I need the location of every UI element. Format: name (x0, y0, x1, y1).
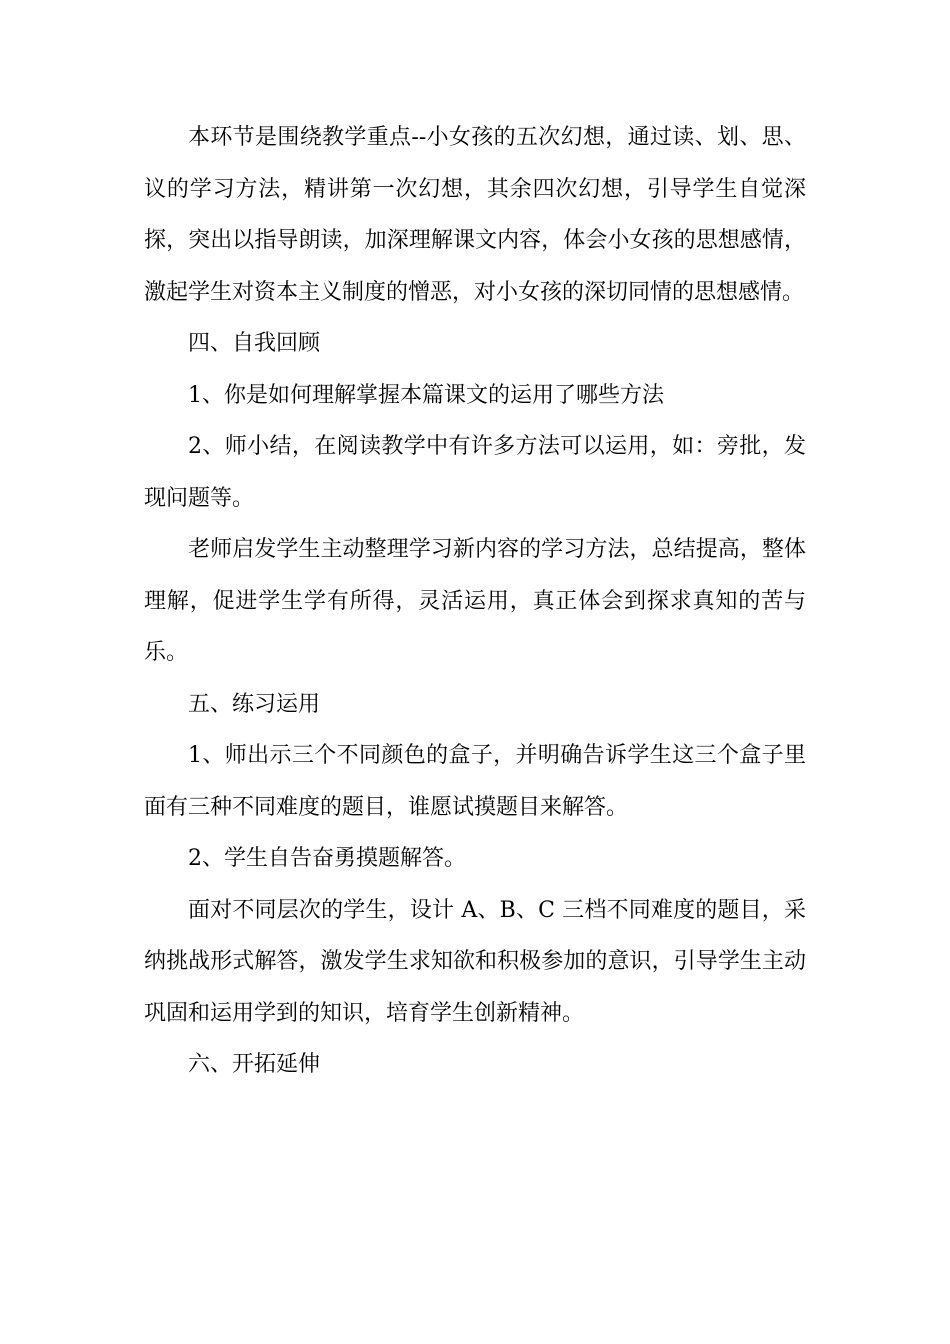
paragraph-practice-boxes: 1、师出示三个不同颜色的盒子，并明确告诉学生这三个盒子里面有三种不同难度的题目，谁愿试摸题目来解答。 (144, 743, 806, 820)
document-body (144, 112, 806, 1091)
paragraph-activity-summary: 本环节是围绕教学重点--小女孩的五次幻想，通过读、划、思、议的学习方法，精讲第一次幻想，其余四次幻想，引导学生自觉深探，突出以指导朗读，加深理解课文内容，体会小女孩的思想感情，激起学生对资本主义制度的憎恶，对小女孩的深切同情的思想感情。 (144, 125, 806, 305)
section-heading-self-review: 四、自我回顾 (188, 331, 321, 356)
paragraph-practice-rationale: 面对不同层次的学生，设计 A、B、C 三档不同难度的题目，采纳挑战形式解答，激发学生求知欲和积极参加的意识，引导学生主动巩固和运用学到的知识，培育学生创新精神。 (144, 897, 806, 1026)
paragraph-teacher-summary: 2、师小结，在阅读教学中有许多方法可以运用，如：旁批，发现问题等。 (144, 434, 806, 511)
section-heading-extension: 六、开拓延伸 (188, 1052, 321, 1077)
paragraph-review-question: 1、你是如何理解掌握本篇课文的运用了哪些方法 (188, 382, 664, 408)
section-heading-practice: 五、练习运用 (188, 691, 321, 717)
paragraph-review-rationale: 老师启发学生主动整理学习新内容的学习方法，总结提高，整体理解，促进学生学有所得，灵活运用，真正体会到探求真知的苦与乐。 (144, 537, 806, 665)
paragraph-practice-volunteer: 2、学生自告奋勇摸题解答。 (188, 846, 466, 871)
